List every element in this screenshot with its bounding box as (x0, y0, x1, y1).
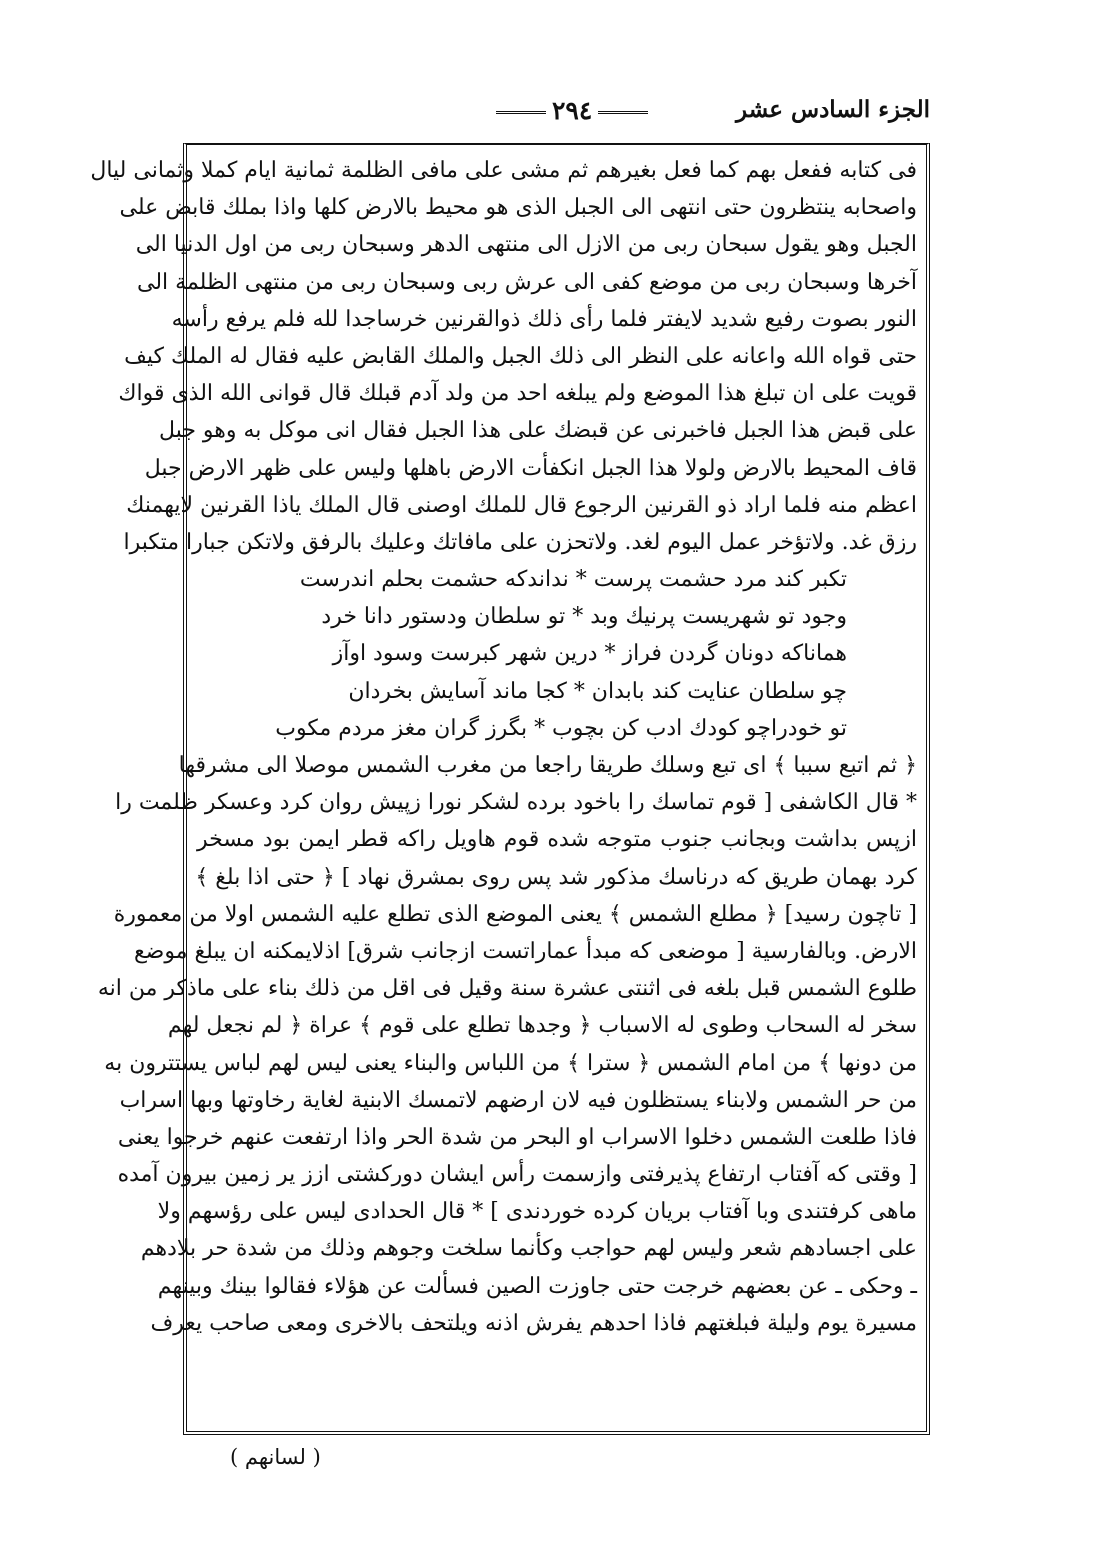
poem-block (275, 561, 847, 747)
poem-line: تكبر كند مرد حشمت پرست * نداندكه حشمت بحلم اندرست (299, 567, 847, 593)
text-line: طلوع الشمس قبل بلغه فى اثنتى عشرة سنة وقيل فى اقل من ذلك بناء على ماذكر من انه (97, 976, 917, 1002)
text-line: فى كتابه ففعل بهم كما فعل بغيرهم ثم مشى على مافى الظلمة ثمانية ايام كملا وثمانى ليال (90, 158, 917, 183)
poem-line: تو خودراچو كودك ادب كن بچوب * بگرز گران مغز مردم مكوب (275, 715, 847, 741)
catchword: ( لسانهم ) (230, 1445, 321, 1469)
text-line: اعظم منه فلما اراد ذو القرنين الرجوع قال للملك اوصنى قال الملك ياذا القرنين لايهمنك (126, 492, 917, 518)
section-title: الجزء السادس عشر (736, 96, 930, 123)
page-header (185, 96, 930, 136)
text-line: * قال الكاشفى [ قوم تماسك را باخود برده لشكر نورا زپيش روان كرد وعسكر ظلمت را (115, 790, 917, 816)
page-number (490, 96, 654, 125)
text-line: ـ وحكى ـ عن بعضهم خرجت حتى جاوزت الصين فسألت عن هؤلاء فقالوا بينك وبينهم (157, 1273, 917, 1299)
main-text (90, 152, 917, 1342)
text-line: من حر الشمس ولابناء يستظلون فيه لان ارضهم لاتمسك الابنية لغاية رخاوتها وبها اسراب (119, 1087, 917, 1113)
text-line: مسيرة يوم وليلة فبلغتهم فاذا احدهم يفرش اذنه ويلتحف بالاخرى ومعى صاحب يعرف (150, 1310, 917, 1336)
text-line: [ وقتى كه آفتاب ارتفاع پذيرفتى وازسمت رأس ايشان دوركشتى ازز ير زمين بيرون آمده (117, 1162, 917, 1188)
text-line: كرد بهمان طريق كه درناسك مذكور شد پس روى بمشرق نهاد ] ﴿ حتى اذا بلغ ﴾ (195, 864, 917, 890)
text-line: الجبل وهو يقول سبحان ربى من الازل الى منتهى الدهر وسبحان ربى من اول الدنيا الى (135, 232, 917, 258)
page-number-text: ٢٩٤ (552, 96, 593, 125)
text-line: رزق غد. ولاتؤخر عمل اليوم لغد. ولاتحزن على مافاتك وعليك بالرفق ولاتكن جبارا متكبرا (123, 529, 917, 555)
text-line: الارض. وبالفارسية [ موضعى كه مبدأ عماراتست ازجانب شرق] اذلايمكنه ان يبلغ موضع (133, 938, 917, 964)
text-line: قويت على ان تبلغ هذا الموضع ولم يبلغه احد من ولد آدم قبلك قال قوانى الله الذى قواك (118, 381, 917, 407)
right-ornament (598, 111, 648, 114)
text-line: على اجسادهم شعر وليس لهم حواجب وكأنما سلخت وجوهم وذلك من شدة حر بلادهم (140, 1236, 917, 1262)
text-line: على قبض هذا الجبل فاخبرنى عن قبضك على هذا الجبل فقال انى موكل به وهو جبل (159, 418, 917, 444)
text-line: من دونها ﴾ من امام الشمس ﴿ سترا ﴾ من اللباس والبناء يعنى ليس لهم لباس يستترون به (104, 1050, 917, 1076)
text-line: سخر له السحاب وطوى له الاسباب ﴿ وجدها تطلع على قوم ﴾ عراة ﴿ لم نجعل لهم (167, 1013, 917, 1039)
text-line: ماهى كرفتندى وبا آفتاب بريان كرده خوردندى ] * قال الحدادى ليس على رؤسهم ولا (157, 1199, 917, 1225)
text-line: حتى قواه الله واعانه على النظر الى ذلك الجبل والملك القابض عليه فقال له الملك كيف (124, 343, 917, 369)
text-line: ازپس بداشت وبجانب جنوب متوجه شده قوم هاويل راكه قطر ايمن بود مسخر (197, 827, 917, 853)
poem-line: چو سلطان عنايت كند بابدان * كجا ماند آسايش بخردان (348, 678, 847, 704)
text-line: ﴿ ثم اتبع سببا ﴾ اى تبع وسلك طريقا راجعا من مغرب الشمس موصلا الى مشرقها (178, 753, 917, 778)
poem-line: هماناكه دونان گردن فراز * درين شهر كبرست وسود اوآز (332, 641, 847, 667)
text-line: آخرها وسبحان ربى من موضع كفى الى عرش ربى وسبحان ربى من منتهى الظلمة الى (137, 269, 917, 295)
text-line: [ تاچون رسيد] ﴿ مطلع الشمس ﴾ يعنى الموضع الذى تطلع عليه الشمس اولا من معمورة (113, 901, 917, 927)
text-line: النور بصوت رفيع شديد لايفتر فلما رأى ذلك ذوالقرنين خرساجدا لله فلم يرفع رأسه (171, 306, 917, 332)
text-line: قاف المحيط بالارض ولولا هذا الجبل انكفأت الارض باهلها وليس على ظهر الارض جبل (144, 455, 917, 481)
poem-line: وجود تو شهريست پرنيك وبد * تو سلطان ودستور دانا خرد (321, 604, 847, 630)
text-line: واصحابه ينتظرون حتى انتهى الى الجبل الذى هو محيط بالارض كلها واذا بملك قابض على (119, 195, 917, 221)
text-line: فاذا طلعت الشمس دخلوا الاسراب او البحر من شدة الحر واذا ارتفعت عنهم خرجوا يعنى (117, 1124, 917, 1150)
left-ornament (496, 111, 546, 114)
